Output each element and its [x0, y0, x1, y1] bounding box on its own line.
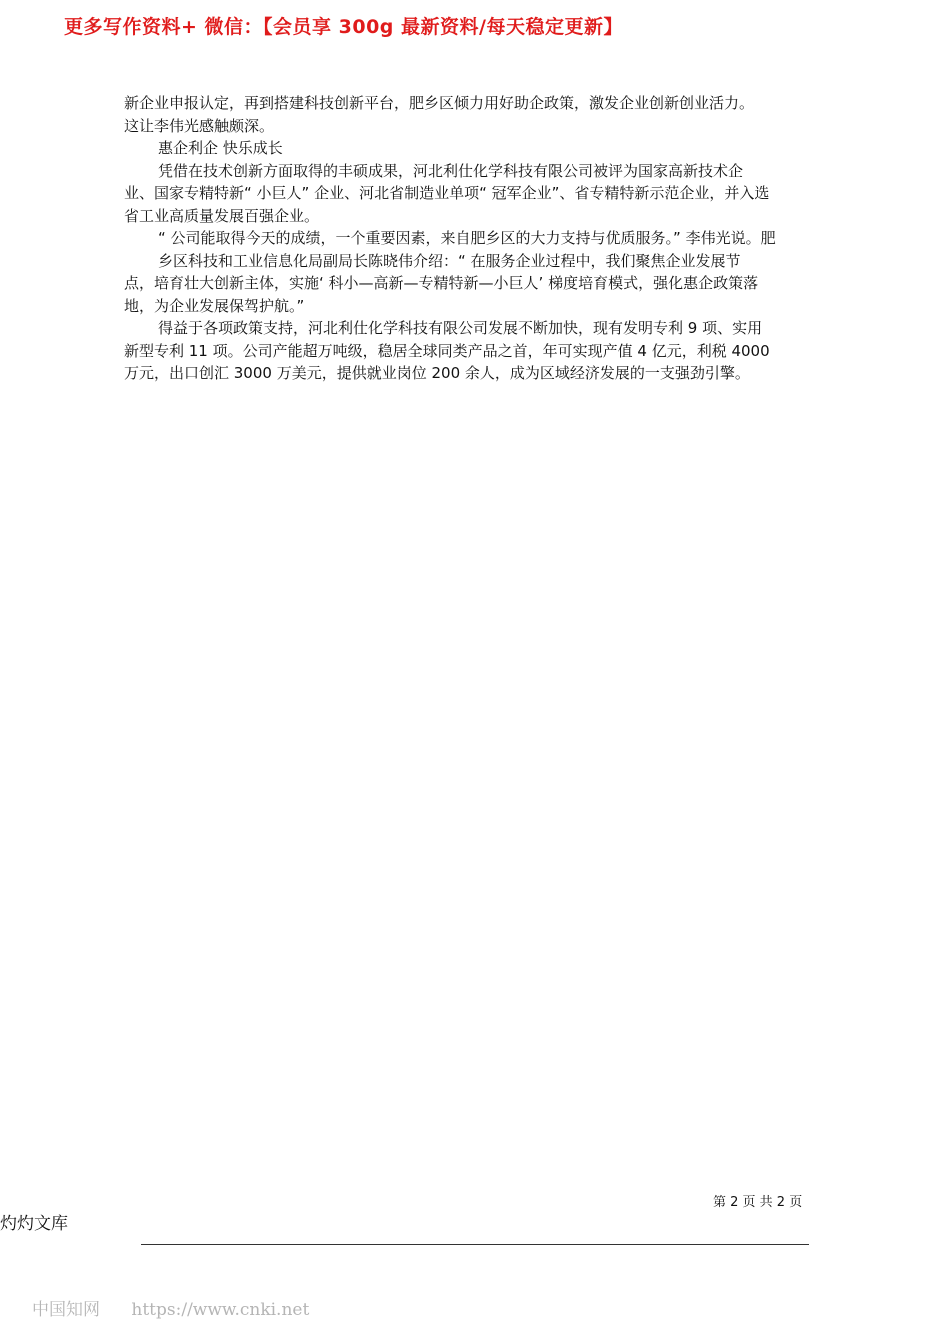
text-line: 省工业高质量发展百强企业。 — [124, 206, 320, 225]
document-body — [124, 92, 836, 385]
watermark-url: https://www.cnki.net — [131, 1300, 310, 1320]
text-line: 点，培育壮大创新主体，实施‘ 科小—高新—专精特新—小巨人’ 梯度培育模式，强化惠企政策落 — [124, 274, 759, 292]
watermark — [32, 1295, 309, 1320]
text-line: “ 公司能取得今天的成绩，一个重要因素，来自肥乡区的大力支持与优质服务。” 李伟光说。肥 — [158, 229, 776, 247]
text-line: 这让李伟光感触颇深。 — [124, 116, 275, 135]
footer-divider — [141, 1244, 809, 1245]
promo-banner: 更多写作资料+ 微信：【会员享 300g 最新资料/每天稳定更新】 — [64, 16, 623, 38]
text-line: 新型专利 11 项。公司产能超万吨级，稳居全球同类产品之首，年可实现产值 4 亿元，利税 4000 — [124, 341, 770, 360]
text-line: 得益于各项政策支持，河北利仕化学科技有限公司发展不断加快，现有发明专利 9 项、实用 — [158, 319, 763, 337]
text-line: 乡区科技和工业信息化局副局长陈晓伟介绍：“ 在服务企业过程中，我们聚焦企业发展节 — [158, 251, 741, 270]
text-line: 万元，出口创汇 3000 万美元，提供就业岗位 200 余人，成为区域经济发展的一支强劲引擎。 — [124, 364, 750, 382]
section-heading: 惠企利企 快乐成长 — [158, 139, 283, 157]
library-name: 灼灼文库 — [0, 1214, 68, 1234]
page-number: 第 2 页 共 2 页 — [713, 1195, 803, 1210]
text-line: 新企业申报认定，再到搭建科技创新平台，肥乡区倾力用好助企政策，激发企业创新创业活力。 — [124, 94, 755, 112]
text-line: 地，为企业发展保驾护航。” — [124, 296, 305, 315]
text-line: 业、国家专精特新“ 小巨人” 企业、河北省制造业单项“ 冠军企业”、省专精特新示范企业，并入选 — [124, 184, 770, 202]
text-line: 凭借在技术创新方面取得的丰硕成果，河北利仕化学科技有限公司被评为国家高新技术企 — [158, 161, 744, 180]
watermark-site-name: 中国知网 — [32, 1300, 100, 1320]
